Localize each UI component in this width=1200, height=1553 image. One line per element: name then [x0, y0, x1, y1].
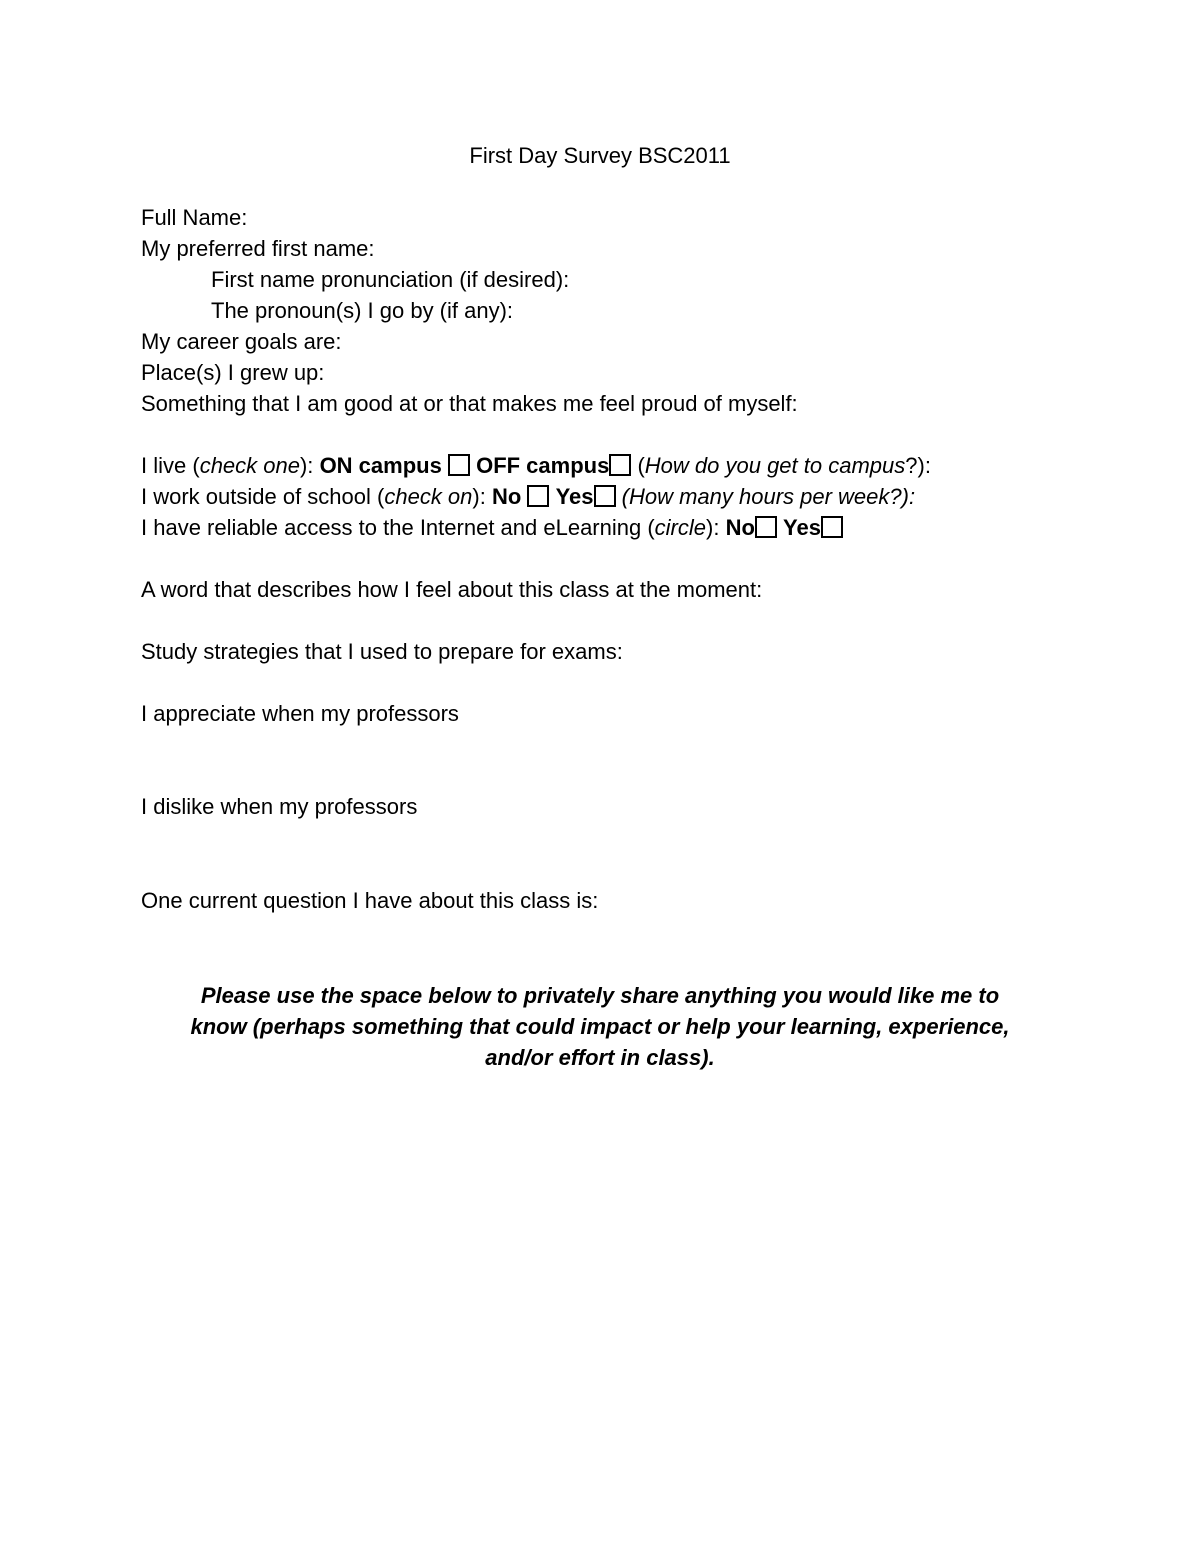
internet-yes-checkbox[interactable]	[821, 516, 843, 538]
study-prompt: Study strategies that I used to prepare for exams:	[141, 639, 623, 664]
work-close-paren: ):	[472, 484, 486, 509]
work-check-note: check on	[384, 484, 473, 509]
closing-line-2: know (perhaps something that could impact or help your learning, experience,	[190, 1014, 1010, 1039]
dislike-prompt: I dislike when my professors	[141, 794, 418, 819]
internet-prefix: I have reliable access to the Internet and eLearning (	[141, 515, 655, 540]
full-name-field: Full Name:	[141, 205, 248, 230]
appreciate-prompt: I appreciate when my professors	[141, 701, 459, 726]
live-prefix: I live (	[141, 453, 200, 478]
career-goals-field: My career goals are:	[141, 329, 342, 354]
internet-close-paren: ):	[706, 515, 720, 540]
pronouns-field: The pronoun(s) I go by (if any):	[211, 298, 514, 323]
off-campus-label: OFF campus	[476, 453, 610, 478]
internet-no-label: No	[725, 515, 755, 540]
work-prefix: I work outside of school (	[141, 484, 385, 509]
live-check-note: check one	[199, 453, 300, 478]
closing-line-1: Please use the space below to privately share anything you would like me to	[200, 983, 1000, 1008]
work-no-label: No	[491, 484, 522, 509]
live-question	[141, 452, 931, 480]
live-transport-question: How do you get to campus	[644, 453, 906, 478]
work-hours-question: (How many hours per week?):	[621, 484, 916, 509]
word-prompt: A word that describes how I feel about this class at the moment:	[141, 577, 763, 602]
internet-check-note: circle	[654, 515, 707, 540]
internet-yes-label: Yes	[783, 515, 821, 540]
work-no-checkbox[interactable]	[527, 485, 549, 507]
work-yes-label: Yes	[555, 484, 594, 509]
closing-note	[150, 980, 1050, 1073]
internet-question	[141, 514, 843, 542]
work-yes-checkbox[interactable]	[594, 485, 616, 507]
question-prompt: One current question I have about this class is:	[141, 888, 599, 913]
closing-line-3: and/or effort in class).	[485, 1045, 715, 1070]
internet-no-checkbox[interactable]	[755, 516, 777, 538]
pronunciation-field: First name pronunciation (if desired):	[211, 267, 570, 292]
live-question-end: ?):	[905, 453, 931, 478]
on-campus-checkbox[interactable]	[448, 454, 470, 476]
live-paren-open: (	[637, 453, 645, 478]
off-campus-checkbox[interactable]	[609, 454, 631, 476]
grew-up-field: Place(s) I grew up:	[141, 360, 325, 385]
survey-title: First Day Survey BSC2011	[469, 143, 731, 168]
on-campus-label: ON campus	[319, 453, 442, 478]
live-close-paren: ):	[299, 453, 314, 478]
proud-field: Something that I am good at or that makes me feel proud of myself:	[141, 391, 798, 416]
work-question	[141, 483, 915, 511]
preferred-name-field: My preferred first name:	[141, 236, 375, 261]
